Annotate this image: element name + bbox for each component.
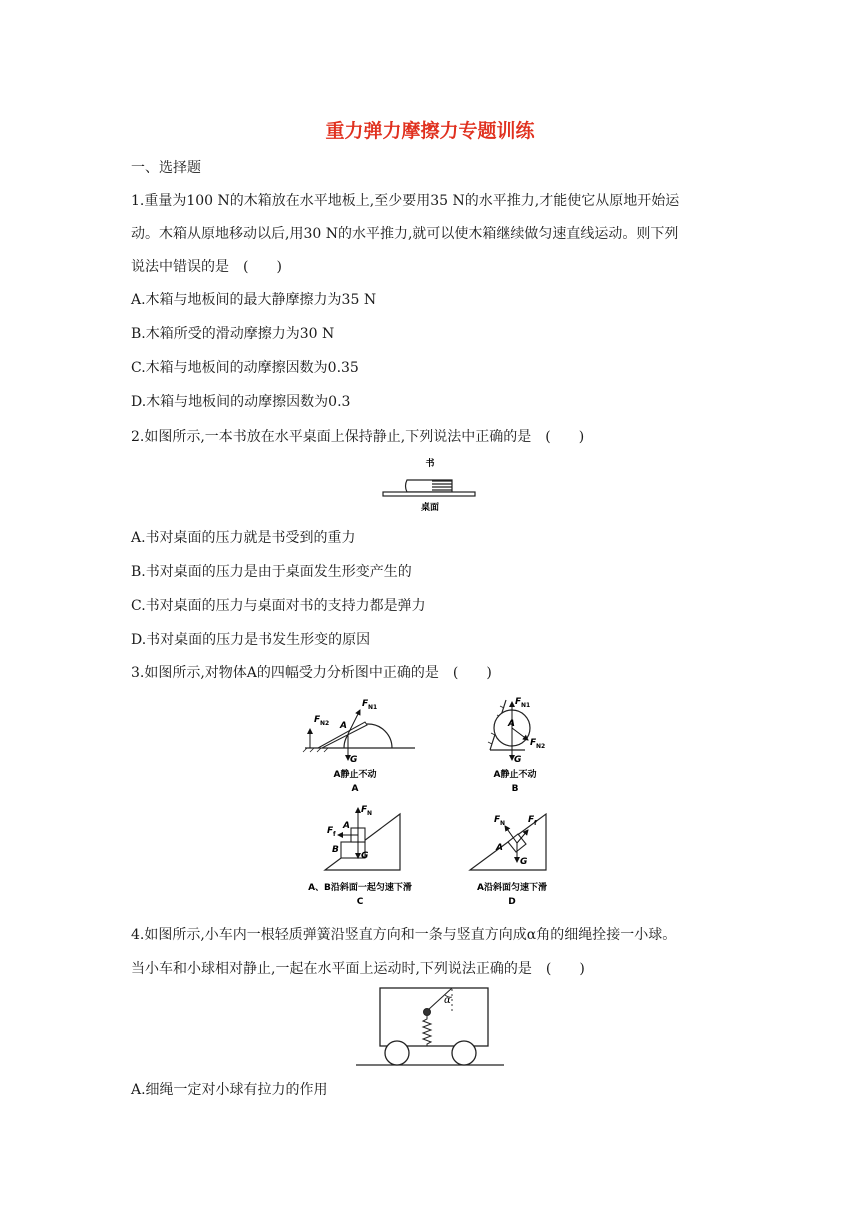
label-ff: F [528,815,535,825]
label-fn2: F [530,738,537,748]
label-g: G [520,857,528,867]
book-label: 书 [425,459,435,469]
q2-stem: 2.如图所示,一本书放在水平桌面上保持静止,下列说法中正确的是 ( ) [131,429,585,445]
label-fn: F [494,815,501,825]
label-n2-sub: N2 [536,743,546,750]
letter: C [356,897,364,907]
label-fn: F [361,805,368,815]
label-g: G [361,851,369,861]
cart-wheel-left [385,1041,409,1065]
caption: A、B沿斜面一起匀速下滑 [308,883,412,893]
label-n1-sub: N1 [521,702,531,709]
label-a: A [496,843,503,853]
cart-wheel-right [452,1041,476,1065]
q3-figure-c [305,802,425,912]
label-g: G [350,755,358,765]
q1-stem-line-2: 动。木箱从原地移动以后,用30 N的水平推力,就可以使木箱继续做匀速直线运动。则下列 [131,226,679,242]
caption: A沿斜面匀速下滑 [477,883,547,893]
label-g: G [514,755,522,765]
q4-stem-line-1: 4.如图所示,小车内一根轻质弹簧沿竖直方向和一条与竖直方向成α角的细绳拴接一小球。 [131,927,677,943]
label-f-sub: f [534,820,537,827]
cart-body [380,988,488,1046]
q4-cart-figure [352,985,508,1069]
q1-stem-line-1: 1.重量为100 N的木箱放在水平地板上,至少要用35 N的水平推力,才能使它从原地开始运 [131,193,680,209]
q1-option-c: C.木箱与地板间的动摩擦因数为0.35 [131,360,359,376]
q2-option-a: A.书对桌面的压力就是书受到的重力 [131,530,356,546]
caption: A静止不动 [333,770,377,780]
letter: D [508,897,516,907]
q3-figure-a [300,690,420,800]
table-label: 桌面 [420,503,440,513]
q1-option-b: B.木箱所受的滑动摩擦力为30 N [131,326,335,342]
label-b: B [332,845,339,855]
table-shape [383,492,475,496]
q1-option-d: D.木箱与地板间的动摩擦因数为0.3 [131,394,351,410]
q2-book-figure [380,456,480,514]
q2-option-b: B.书对桌面的压力是由于桌面发生形变产生的 [131,564,412,580]
label-fn2: F [314,715,321,725]
label-fn1: F [515,697,522,707]
q4-option-a: A.细绳一定对小球有拉力的作用 [131,1082,328,1098]
q4-stem-line-2: 当小车和小球相对静止,一起在水平面上运动时,下列说法正确的是 ( ) [131,961,585,977]
q1-stem-line-3: 说法中错误的是 ( ) [131,259,282,275]
q1-option-a: A.木箱与地板间的最大静摩擦力为35 N [131,292,377,308]
label-f-sub: f [333,831,336,838]
q3-figure-d [460,802,570,912]
alpha-label: α [444,995,451,1006]
label-a: A [343,821,350,831]
ball [424,1009,431,1016]
q2-option-d: D.书对桌面的压力是书发生形变的原因 [131,632,371,648]
label-fn1: F [362,699,369,709]
label-n-sub: N [367,810,373,817]
caption: A静止不动 [493,770,537,780]
q2-option-c: C.书对桌面的压力与桌面对书的支持力都是弹力 [131,598,426,614]
q3-figure-b [470,690,560,800]
letter: B [511,784,519,794]
letter: A [351,784,359,794]
page-title: 重力弹力摩擦力专题训练 [325,120,535,142]
label-n2-sub: N2 [320,720,330,727]
label-n1-sub: N1 [368,704,378,711]
section-heading: 一、选择题 [131,160,201,176]
label-a: A [508,719,515,729]
label-n-sub: N [500,820,506,827]
label-ff: F [327,826,334,836]
q3-stem: 3.如图所示,对物体A的四幅受力分析图中正确的是 ( ) [131,665,492,681]
label-a: A [340,721,347,731]
